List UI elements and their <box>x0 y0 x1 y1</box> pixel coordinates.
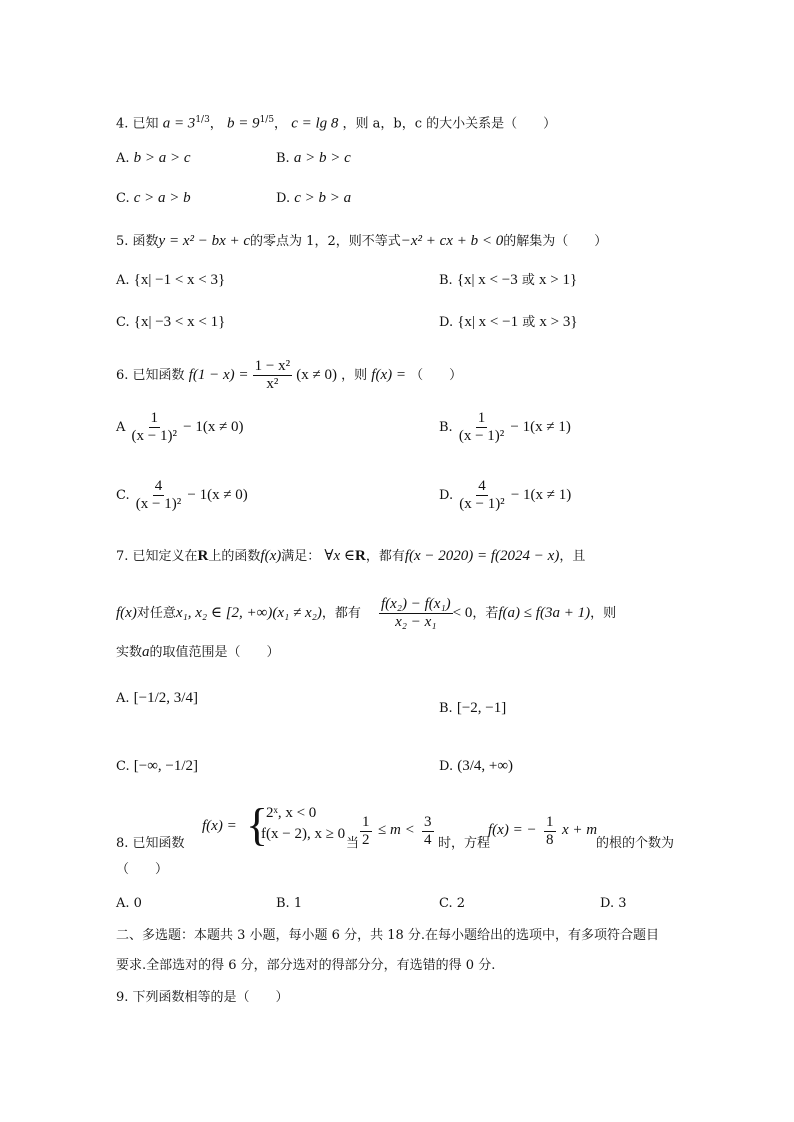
q5-option-b: B. {x| x < −3 或 x > 1} <box>439 272 578 288</box>
q5-inequality: −x² + cx + b < 0 <box>400 233 504 249</box>
q7-option-d: D. (3/4, +∞) <box>439 758 514 774</box>
q7-stem-line3: 实数a的取值范围是（ ） <box>116 644 280 660</box>
q7-difference-quotient: $\frac{\text{f(x₂) − f(x₁)}}{\text{x₂ − x₁}}$ <box>380 596 451 630</box>
q7-stem-line1: 7. 已知定义在R上的函数f(x)满足： ∀x ∈R，都有f(x − 2020) = f(2024 − x)，且 <box>116 548 586 564</box>
q6-stem: 6. 已知函数 f(1 − x) = $\frac{\text{1 − x²}}{\text{x²}}$ (x ≠ 0) ，则 f(x) = （ ） <box>116 358 463 392</box>
q6-option-b: B. $\frac{1}{\text{(x − 1)²}}$ − 1(x ≠ 1) <box>439 410 571 444</box>
q9-stem: 9. 下列函数相等的是（ ） <box>116 990 289 1005</box>
q5-option-d: D. {x| x < −1 或 x > 3} <box>439 314 578 330</box>
q7-stem-line2: f(x)对任意x₁, x₂ ∈ [2, +∞)(x₁ ≠ x₂)，都有 $\frac{\text{f(x₂) − f(x₁)}}{\text{x₂ − x₁}}$ < 0，若f(a) ≤ f(3a + 1)，则 <box>116 596 617 630</box>
q7-option-a: A. [−1/2, 3/4] <box>116 690 198 706</box>
q6-option-d: D. $\frac{4}{\text{(x − 1)²}}$ − 1(x ≠ 1) <box>439 478 572 512</box>
q5-function: y = x² − bx + c <box>158 233 251 249</box>
q6-fraction: $\frac{\text{1 − x²}}{\text{x²}}$ <box>254 358 291 392</box>
section2-instructions-line2: 要求.全部选对的得 6 分，部分选对的得部分分，有选错的得 0 分. <box>116 958 496 973</box>
q5-stem: 5. 函数y = x² − bx + c的零点为 1，2，则不等式−x² + cx + b < 0的解集为（ ） <box>116 233 608 249</box>
q6-option-a: A $\frac{1}{\text{(x − 1)²}}$ − 1(x ≠ 0) <box>116 410 244 444</box>
q8-option-c: C. 2 <box>439 896 466 911</box>
q4-prefix: 4. 已知 <box>116 116 159 132</box>
q4-b-def: b = 9 <box>226 115 260 132</box>
q4-option-c: C. c > a > b <box>116 190 191 206</box>
q7-equation: f(x − 2020) = f(2024 − x) <box>404 548 560 564</box>
section2-instructions-line1: 二、多选题：本题共 3 小题，每小题 6 分，共 18 分.在每小题给出的选项中，有多项符合题目 <box>116 928 660 943</box>
q5-option-c: C. {x| −3 < x < 1} <box>116 314 226 330</box>
q8-piecewise-brace: { <box>246 799 269 850</box>
q4-b-exp: 1/5 <box>259 115 275 125</box>
q4-option-d: D. c > b > a <box>276 190 352 206</box>
q4-suffix: ，则 a，b，c 的大小关系是（ ） <box>342 116 557 132</box>
q4-option-b: B. a > b > c <box>276 150 351 166</box>
q7-condition: x₁, x₂ ∈ [2, +∞)(x₁ ≠ x₂) <box>175 605 322 621</box>
q4-a-def: a = 3 <box>162 115 196 132</box>
q4-c-def: c = lg 8 <box>291 115 339 132</box>
q5-option-a: A. {x| −1 < x < 3} <box>116 272 226 288</box>
q4-option-a: A. b > a > c <box>116 150 191 166</box>
q4-stem: 4. 已知 $a = 3^{1/3}$， $b = 9^{1/5}$， c = lg 8 ，则 a，b，c 的大小关系是（ ） <box>116 115 557 132</box>
q7-option-b: B. [−2, −1] <box>439 700 507 716</box>
q6-option-c: C. $\frac{4}{\text{(x − 1)²}}$ − 1(x ≠ 0) <box>116 478 248 512</box>
q8-option-b: B. 1 <box>276 896 303 911</box>
q4-a-exp: 1/3 <box>195 115 210 125</box>
q8-option-a: A. 0 <box>116 896 142 911</box>
q8-answer-paren: （ ） <box>116 862 169 877</box>
q7-option-c: C. [−∞, −1/2] <box>116 758 199 774</box>
q8-option-d: D. 3 <box>600 896 627 911</box>
